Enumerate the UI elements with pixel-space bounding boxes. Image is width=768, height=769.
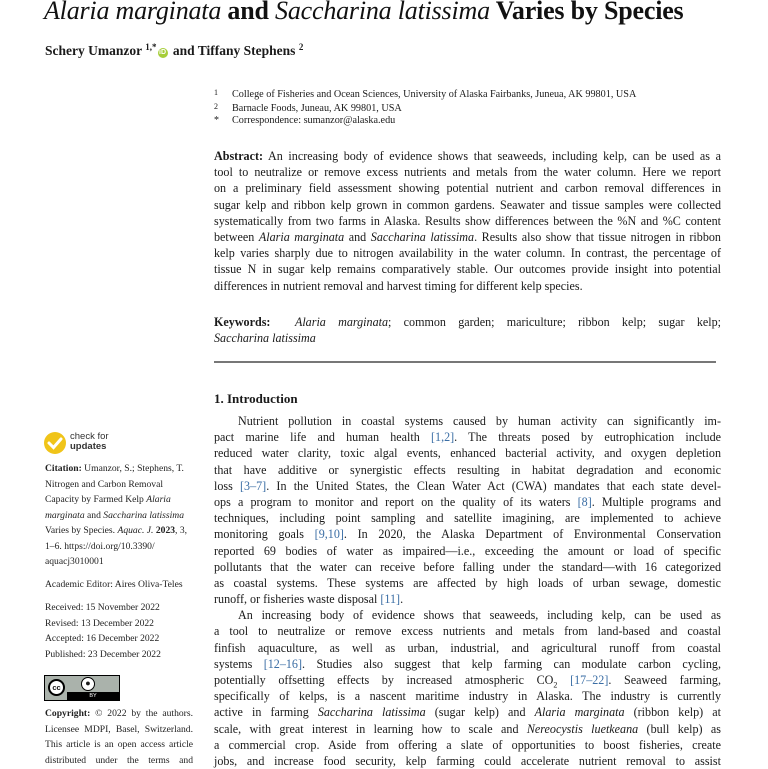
body-text: jobs, and increase food security, kelp farming could accelerate nutrient removal to assist — [214, 753, 721, 768]
by-label: BY — [67, 692, 119, 700]
body-text: that have additive or synergistic effects resulting in habitat degradation and economic — [214, 462, 721, 477]
paragraph-line — [214, 753, 721, 769]
body-text: finfish aquaculture, as well as urban, industrial, and agricultural runoff from coastal — [214, 640, 721, 655]
affiliation — [214, 86, 636, 101]
paragraph-line — [214, 688, 721, 704]
keywords-label: Keywords: — [214, 315, 271, 329]
keyword: common garden — [403, 315, 492, 329]
citation-line — [45, 508, 193, 524]
creative-commons-icon: cc — [48, 679, 65, 696]
body-text: reduced water clarity, toxic algal events, enhanced bacterial activity, and oxygen depletion — [214, 446, 721, 461]
abstract-label: Abstract: — [214, 149, 264, 163]
paragraph-line — [214, 429, 721, 445]
abstract-line: sugar kelp and ribbon kelp grown in common gardens. Seawater and tissue samples were collected — [214, 197, 721, 212]
academic-editor: Academic Editor: Aires Oliva-Teles — [45, 579, 183, 590]
paragraph-line — [214, 607, 721, 623]
paragraph-line — [214, 559, 721, 575]
keyword: sugar kelp — [658, 315, 718, 329]
copyright-label: Copyright: — [45, 708, 91, 719]
date-received: Received: 15 November 2022 — [45, 602, 160, 613]
keywords-line — [214, 330, 721, 346]
introduction-body — [214, 413, 721, 769]
body-text: pollutants that the water can receive before falling under the standard—with 16 categorized — [214, 559, 721, 574]
reference-link[interactable]: [8] — [577, 494, 592, 509]
abstract-line — [214, 229, 721, 245]
citation-label: Citation: — [45, 463, 82, 474]
title-line-2 — [44, 0, 683, 25]
citation-line — [45, 492, 193, 508]
species-name: Saccharina latissima — [103, 509, 185, 521]
body-text: . In the United States, the Clean Water Act (CWA) mandates that each state devel- — [266, 478, 721, 493]
correspondence — [214, 114, 395, 127]
body-text: Nutrient pollution in coastal systems caused by human activity can significantly im- — [238, 414, 721, 428]
date-published: Published: 23 December 2022 — [45, 648, 161, 660]
abstract-text: . Results also show that tissue nitrogen in ribbon — [474, 229, 721, 244]
body-text: active in farming — [214, 705, 318, 720]
date-accepted: Accepted: 16 December 2022 — [45, 633, 160, 644]
paragraph-line — [214, 462, 721, 478]
author-superscript: 1,* — [145, 42, 157, 52]
abstract-text: between — [214, 229, 259, 244]
check-for-updates-text — [70, 432, 109, 452]
paragraph-line — [214, 672, 721, 688]
paragraph-line — [214, 721, 721, 737]
citation-text: Umanzor, S.; Stephens, T. — [81, 463, 184, 474]
body-text: a commercial crop. Aside from offering a slate of opportunities to boost fisheries, create — [214, 737, 721, 752]
paragraph-line — [214, 623, 721, 639]
paragraph-line — [214, 575, 721, 591]
citation-line — [45, 461, 193, 477]
affiliation-mark: 1 — [214, 88, 218, 97]
reference-link[interactable]: [9,10] — [314, 527, 344, 542]
abstract-line: kelp varies sharply due to nitrogen availability in the water column. In contrast, the percentage of — [214, 246, 721, 261]
body-text: ops a program to monitor and report on the quality of its waters — [214, 494, 578, 509]
reference-link[interactable]: [17–22] — [570, 673, 609, 687]
copyright-line: distributed under the terms and — [45, 754, 193, 766]
paragraph-line — [214, 591, 721, 607]
check-for-label: check for — [70, 431, 109, 442]
author-superscript: 2 — [298, 42, 304, 52]
subscript: 2 — [553, 680, 558, 690]
article-title — [44, 0, 683, 26]
authors — [45, 42, 303, 59]
correspondence-email[interactable]: Correspondence: sumanzor@alaska.edu — [232, 115, 396, 126]
species-name: marginata — [45, 509, 85, 521]
body-text: (ribbon kelp) at — [624, 705, 721, 720]
copyright-text: © 2022 by the authors. — [90, 708, 193, 719]
title-species-1: Alaria marginata — [44, 0, 222, 25]
body-text: loss — [214, 478, 241, 493]
title-and: and — [221, 0, 276, 25]
species-name: Alaria marginata — [534, 705, 625, 720]
abstract-line: tool to neutralize or remove excess nutrients and metals from the water column. Here we report — [214, 165, 721, 180]
body-text — [557, 673, 570, 687]
body-text: scale, with great interest in learning how to scale and — [214, 721, 527, 736]
citation-text: and — [84, 509, 104, 521]
keyword: ribbon kelp — [578, 315, 643, 329]
body-text: (bull kelp) as — [638, 721, 721, 736]
citation — [45, 461, 193, 570]
copyright-line — [45, 706, 193, 722]
keyword: Alaria marginata — [294, 315, 389, 329]
body-text: . The threats posed by eutrophication include — [454, 430, 721, 445]
cc-by-license-badge[interactable] — [44, 675, 120, 701]
species-name: Alaria — [146, 494, 171, 505]
affiliation-mark: * — [214, 115, 219, 126]
copyright — [45, 706, 193, 768]
citation-text: Varies by Species. — [45, 525, 118, 536]
body-text: potentially offsetting effects by increased atmospheric CO — [214, 673, 554, 687]
abstract-line: tissue N in sugar kelp remains comparatively stable. Our outcomes provide insight into potential — [214, 262, 721, 277]
publication-dates — [45, 600, 193, 662]
paragraph-line — [214, 737, 721, 753]
body-text: runoff, or fisheries waste disposal — [214, 592, 381, 607]
abstract-line — [214, 148, 721, 164]
abstract-text: An increasing body of evidence shows that seaweeds, including kelp, can be used as a — [263, 149, 721, 163]
authors-and: and — [169, 43, 198, 58]
body-text: specifically of kelps, is a nascent maritime industry in Alaska. The industry is currently — [214, 689, 721, 704]
affiliation — [214, 100, 402, 115]
date-revised: Revised: 13 December 2022 — [45, 617, 154, 629]
reference-link[interactable]: [3–7] — [240, 478, 267, 493]
keywords-line: Keywords: Alaria marginata; common garden; mariculture; ribbon kelp; sugar kelp; — [214, 315, 722, 329]
abstract-line: systematically from two farms in Alaska. Results show differences between the %N and %C content — [214, 213, 721, 228]
check-icon — [44, 432, 66, 454]
body-text: reported 69 bodies of water as impaired—i.e., exceeding the amount or load of specific — [214, 543, 721, 558]
citation-text: , 3, — [175, 525, 188, 536]
paragraph-line — [214, 478, 721, 494]
affiliation-mark: 2 — [214, 102, 218, 111]
affiliation-text: Barnacle Foods, Juneau, AK 99801, USA — [232, 103, 402, 114]
section-divider — [214, 361, 716, 363]
title-rest: Varies by Species — [489, 0, 684, 25]
body-text: . Seaweed farming, — [608, 673, 721, 687]
paragraph-line — [214, 543, 721, 559]
species-name: Saccharina latissima — [370, 229, 475, 244]
doi-link[interactable]: 1–6. https://doi.org/10.3390/ — [45, 540, 155, 552]
body-text: techniques, including point sampling and satellite imagining, are implemented to achieve — [214, 511, 721, 526]
keyword: Saccharina latissima — [214, 331, 316, 346]
species-name: Alaria marginata — [258, 229, 345, 244]
keywords — [214, 314, 721, 346]
abstract-text: and — [344, 229, 371, 244]
paragraph-line — [214, 413, 721, 429]
reference-link[interactable]: [12–16] — [263, 656, 303, 671]
paragraph-line — [214, 445, 721, 461]
section-heading: 1. Introduction — [214, 391, 298, 406]
citation-line: Nitrogen and Carbon Removal — [45, 478, 164, 490]
check-for-updates-badge[interactable] — [44, 430, 124, 456]
species-name: Nereocystis luetkeana — [526, 721, 639, 736]
paragraph-line — [214, 704, 721, 720]
body-text: systems — [214, 656, 264, 671]
keyword: mariculture — [506, 315, 563, 329]
paragraph-line — [214, 640, 721, 656]
body-text: . Multiple programs and — [591, 494, 721, 509]
copyright-line: Licensee MDPI, Basel, Switzerland. — [45, 723, 193, 735]
citation-text: Capacity by Farmed Kelp — [45, 494, 147, 505]
abstract-line: differences in nutrient removal and harvest timing for different kelp species. — [214, 278, 583, 293]
orcid-icon[interactable]: iD — [159, 49, 166, 56]
author-link[interactable]: Tiffany Stephens — [197, 43, 296, 58]
abstract-line: on a preliminary field assessment showing potential nutrient and carbon removal differences in — [214, 181, 721, 196]
abstract — [214, 148, 721, 294]
updates-label: updates — [70, 441, 107, 452]
affiliation-text: College of Fisheries and Ocean Sciences, University of Alaska Fairbanks, Juneua, AK 99801, USA — [232, 89, 637, 100]
body-text: pact marine life and human health — [214, 430, 431, 445]
body-text: as coastal systems. These systems are affected by high loads of urban sewage, domestic — [214, 575, 721, 590]
paragraph-line — [214, 526, 721, 542]
title-species-2: Saccharina latissima — [275, 0, 490, 25]
paragraph-line — [214, 494, 721, 510]
body-text: a tool to neutralize or remove excess nutrients and metals from land-based and coastal — [214, 624, 721, 639]
copyright-line: This article is an open access article — [45, 739, 193, 750]
body-text: An increasing body of evidence shows that seaweeds, including kelp, can be used as — [238, 608, 721, 623]
journal-name: Aquac. J. — [117, 525, 154, 536]
citation-line — [45, 523, 193, 539]
author-link[interactable]: Schery Umanzor — [45, 43, 142, 58]
body-text: . — [400, 592, 404, 607]
reference-link[interactable]: [11] — [380, 592, 401, 607]
body-text: . Studies also suggest that kelp farming can modulate carbon cycling, — [302, 656, 722, 671]
body-text: . In 2020, the Alaska Department of Environmental Conservation — [343, 527, 721, 542]
attribution-person-icon: ● — [81, 677, 95, 691]
paragraph-line — [214, 510, 721, 526]
reference-link[interactable]: [1,2] — [431, 430, 455, 445]
citation-year: 2023 — [155, 525, 176, 536]
doi-link[interactable]: aquacj3010001 — [45, 556, 104, 567]
body-text: (sugar kelp) and — [425, 705, 535, 720]
paragraph-line — [214, 656, 721, 672]
body-text: monitoring goals — [214, 527, 315, 542]
species-name: Saccharina latissima — [317, 705, 426, 720]
